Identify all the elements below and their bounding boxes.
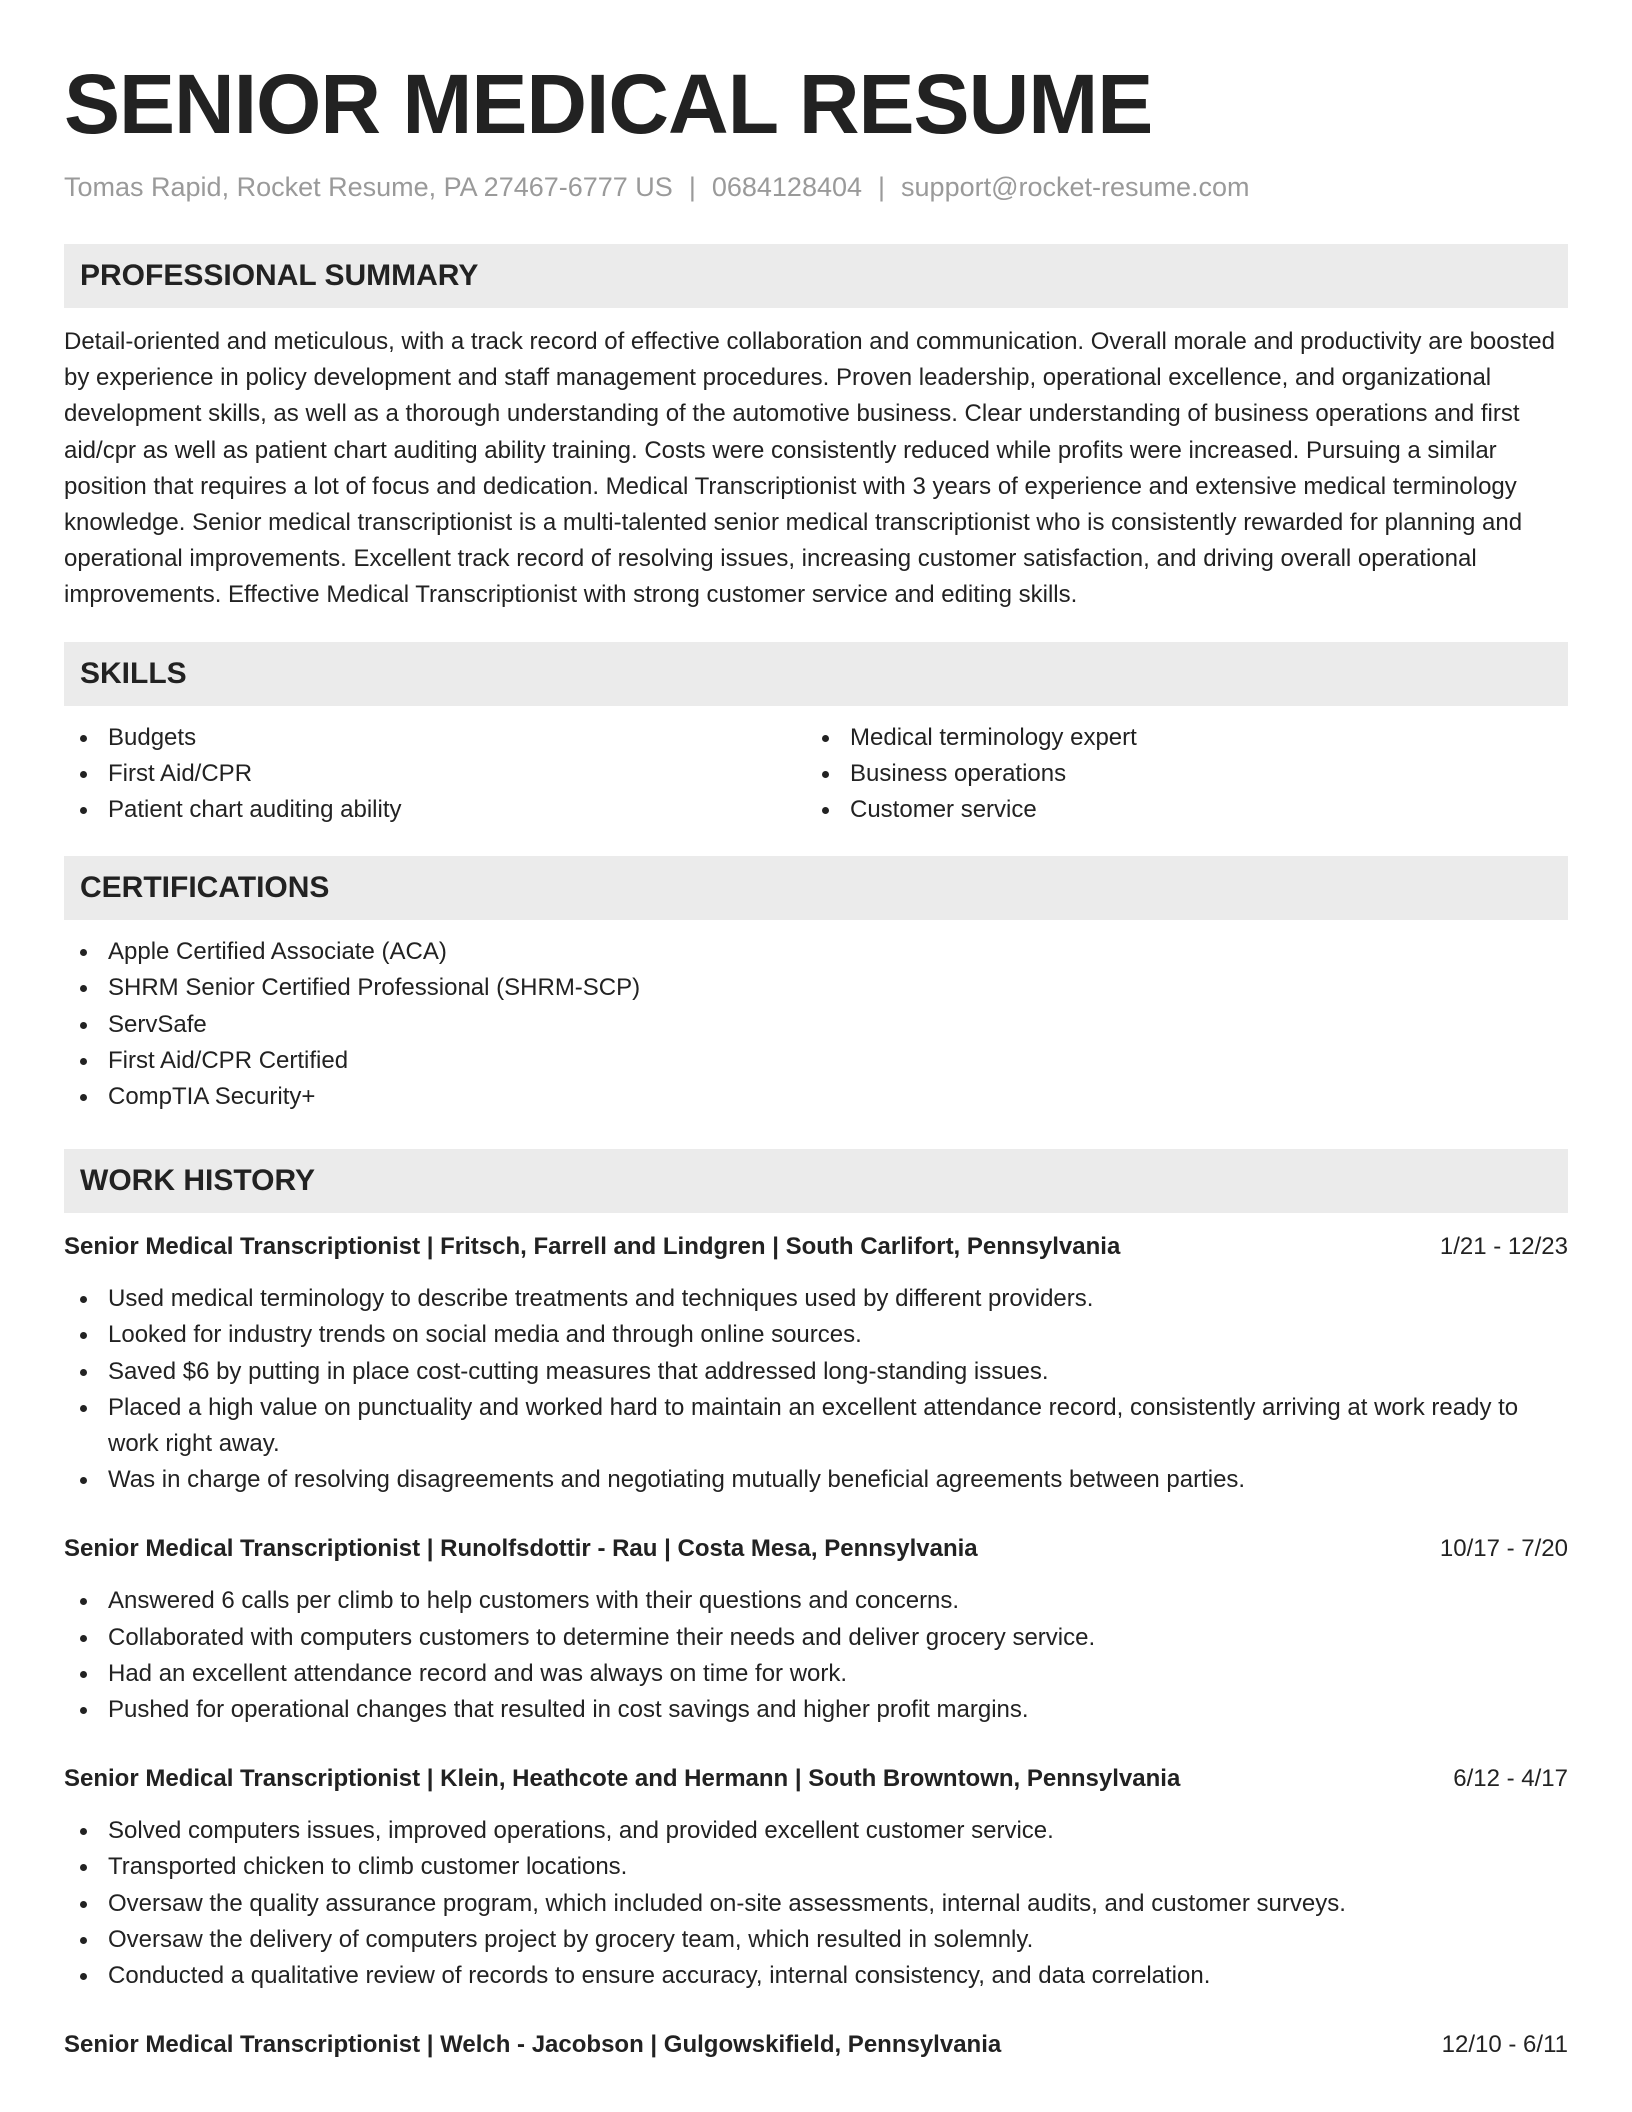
- job-dates: 1/21 - 12/23: [1439, 1233, 1568, 1261]
- contact-separator: |: [878, 172, 886, 202]
- job-bullet: Transported chicken to climb customer locations.: [64, 1849, 1568, 1885]
- summary-text: Detail-oriented and meticulous, with a track record of effective collaboration and communication. Overall morale and productivity are boosted by experience in policy development and staff management procedures. Proven leadership, operational excellence, and organizational development skills, as well as a thorough understanding of the automotive business. Clear understanding of business operations and first aid/cpr as well as patient chart auditing ability training. Costs were consistently reduced while profits were increased. Pursuing a similar position that requires a lot of focus and dedication. Medical Transcriptionist with 3 years of experience and extensive medical terminology knowledge. Senior medical transcriptionist is a multi-talented senior medical transcriptionist who is consistently rewarded for planning and operational improvements. Excellent track record of resolving issues, increasing customer satisfaction, and driving overall operational improvements. Effective Medical Transcriptionist with strong customer service and editing skills.: [64, 328, 1555, 609]
- job-entry: [64, 1761, 1568, 1994]
- job-bullet: Had an excellent attendance record and was always on time for work.: [64, 1656, 1568, 1692]
- contact-separator: |: [688, 172, 696, 202]
- job-bullets: [64, 1281, 1568, 1498]
- job-bullet: Oversaw the quality assurance program, which included on-site assessments, internal audits, and customer surveys.: [64, 1886, 1568, 1922]
- skill-item: Customer service: [806, 792, 1548, 828]
- job-bullet: Collaborated with computers customers to determine their needs and deliver grocery service.: [64, 1620, 1568, 1656]
- job-bullets: [64, 1583, 1568, 1728]
- skill-item: First Aid/CPR: [64, 756, 806, 792]
- job-dates: 12/10 - 6/11: [1441, 2031, 1568, 2059]
- job-title: Senior Medical Transcriptionist | Fritsch, Farrell and Lindgren | South Carlifort, Pennsylvania: [64, 1233, 1121, 1261]
- skills-column-left: [64, 720, 806, 829]
- job-bullet: Answered 6 calls per climb to help customers with their questions and concerns.: [64, 1583, 1568, 1619]
- job-bullet: Was in charge of resolving disagreements and negotiating mutually beneficial agreements between parties.: [64, 1462, 1568, 1498]
- job-dates: 10/17 - 7/20: [1439, 1535, 1568, 1563]
- job-title: Senior Medical Transcriptionist | Klein, Heathcote and Hermann | South Browntown, Pennsylvania: [64, 1765, 1181, 1793]
- section-heading-skills: [64, 642, 1568, 706]
- skill-item: Medical terminology expert: [806, 720, 1548, 756]
- contact-line: [64, 170, 1568, 204]
- job-bullet: Oversaw the delivery of computers project by grocery team, which resulted in solemnly.: [64, 1922, 1568, 1958]
- job-header: [64, 2027, 1568, 2063]
- certification-item: SHRM Senior Certified Professional (SHRM-SCP): [64, 970, 1568, 1006]
- job-bullet: Conducted a qualitative review of records to ensure accuracy, internal consistency, and data correlation.: [64, 1958, 1568, 1994]
- certification-item: ServSafe: [64, 1007, 1568, 1043]
- job-bullets: [64, 1813, 1568, 1994]
- contact-address: Tomas Rapid, Rocket Resume, PA 27467-6777 US: [64, 172, 673, 202]
- certifications-list: [64, 934, 1568, 1115]
- job-bullet: Looked for industry trends on social media and through online sources.: [64, 1317, 1568, 1353]
- job-bullet: Used medical terminology to describe treatments and techniques used by different providers.: [64, 1281, 1568, 1317]
- contact-email: support@rocket-resume.com: [901, 172, 1250, 202]
- job-entry: [64, 1531, 1568, 1728]
- section-heading-summary: [64, 244, 1568, 308]
- skill-item: Patient chart auditing ability: [64, 792, 806, 828]
- section-heading-certifications: [64, 856, 1568, 920]
- contact-phone: 0684128404: [711, 172, 863, 202]
- job-dates: 6/12 - 4/17: [1453, 1765, 1568, 1793]
- skills-column-right: [806, 720, 1548, 829]
- job-bullet: Saved $6 by putting in place cost-cutting measures that addressed long-standing issues.: [64, 1354, 1568, 1390]
- job-entry: [64, 1229, 1568, 1498]
- job-header: [64, 1229, 1568, 1265]
- resume-title: SENIOR MEDICAL RESUME: [64, 57, 1153, 151]
- certification-item: CompTIA Security+: [64, 1079, 1568, 1115]
- section-heading-label: CERTIFICATIONS: [80, 871, 330, 905]
- certification-item: First Aid/CPR Certified: [64, 1043, 1568, 1079]
- job-title: Senior Medical Transcriptionist | Welch - Jacobson | Gulgowskifield, Pennsylvania: [64, 2031, 1002, 2059]
- section-heading-work-history: [64, 1149, 1568, 1213]
- job-header: [64, 1761, 1568, 1797]
- section-heading-label: SKILLS: [80, 656, 187, 690]
- section-heading-label: PROFESSIONAL SUMMARY: [80, 259, 479, 292]
- job-title: Senior Medical Transcriptionist | Runolfsdottir - Rau | Costa Mesa, Pennsylvania: [64, 1535, 978, 1563]
- job-header: [64, 1531, 1568, 1567]
- certification-item: Apple Certified Associate (ACA): [64, 934, 1568, 970]
- job-bullet: Solved computers issues, improved operations, and provided excellent customer service.: [64, 1813, 1568, 1849]
- job-entry: [64, 2027, 1568, 2063]
- job-bullet: Pushed for operational changes that resulted in cost savings and higher profit margins.: [64, 1692, 1568, 1728]
- skill-item: Budgets: [64, 720, 806, 756]
- skill-item: Business operations: [806, 756, 1548, 792]
- skills-list: [64, 720, 1568, 829]
- job-bullet: Placed a high value on punctuality and worked hard to maintain an excellent attendance record, consistently arriving at work ready to work right away.: [64, 1390, 1568, 1462]
- section-heading-label: WORK HISTORY: [80, 1164, 316, 1198]
